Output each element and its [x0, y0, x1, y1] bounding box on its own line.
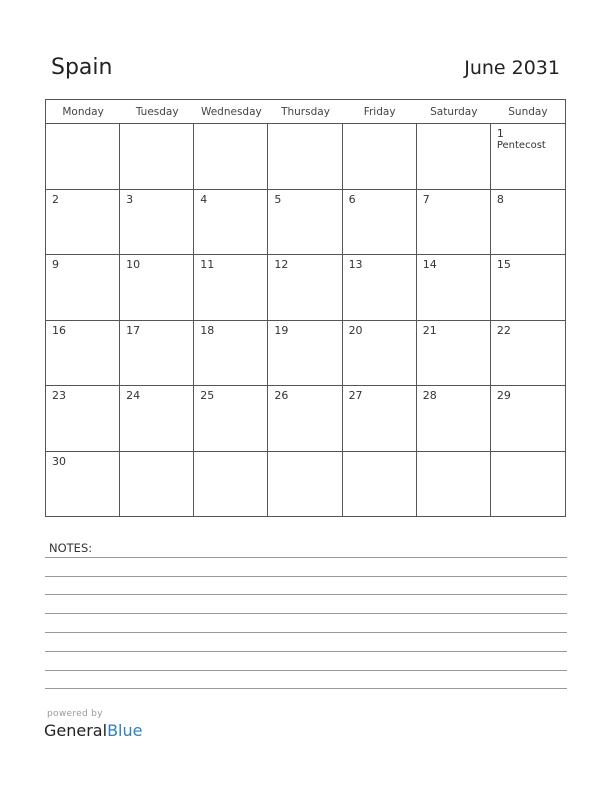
day-number: 19 — [274, 323, 289, 337]
weekday-header-row — [46, 100, 565, 124]
notes-line — [45, 594, 567, 595]
day-cell — [194, 124, 268, 190]
day-number: 7 — [422, 192, 430, 206]
day-number: 23 — [52, 389, 66, 402]
day-cell — [120, 190, 194, 256]
calendar-grid — [45, 99, 566, 517]
day-cell — [491, 386, 565, 452]
day-cell — [417, 452, 491, 518]
day-cell — [194, 321, 268, 387]
day-cell — [46, 386, 120, 452]
day-cell — [46, 255, 120, 321]
day-number: 22 — [496, 323, 511, 337]
day-number: 26 — [274, 389, 289, 402]
day-cell — [194, 255, 268, 321]
day-number: 28 — [422, 389, 437, 402]
weekday-sunday: Sunday — [508, 106, 548, 118]
day-cell — [491, 190, 565, 256]
country-title: Spain — [51, 55, 113, 80]
day-cell — [491, 321, 565, 387]
day-number: 8 — [496, 192, 504, 206]
weekday-monday: Monday — [62, 106, 104, 118]
month-year-title: June 2031 — [464, 57, 560, 79]
generalblue-logo[interactable] — [44, 721, 142, 740]
notes-line — [45, 670, 567, 671]
weekday-tuesday: Tuesday — [135, 106, 179, 118]
day-cell — [46, 190, 120, 256]
day-number: 4 — [200, 192, 208, 206]
day-cell — [194, 386, 268, 452]
day-number: 12 — [274, 258, 289, 271]
day-number: 11 — [200, 258, 215, 271]
day-cell — [120, 124, 194, 190]
day-number: 13 — [348, 258, 363, 271]
day-number: 29 — [496, 389, 511, 402]
day-cell — [491, 452, 565, 518]
day-number: 9 — [52, 258, 59, 271]
day-cell — [120, 386, 194, 452]
weekday-thursday: Thursday — [281, 106, 330, 118]
day-number: 27 — [348, 389, 363, 402]
day-number: 2 — [52, 192, 59, 206]
notes-line — [45, 688, 567, 689]
day-number: 30 — [52, 454, 66, 468]
weekday-friday: Friday — [363, 106, 396, 118]
brand-blue: Blue — [107, 721, 143, 740]
day-number: 14 — [422, 258, 437, 271]
day-number: 15 — [496, 258, 511, 271]
day-number: 3 — [126, 192, 134, 206]
day-number: 18 — [200, 323, 215, 337]
day-cell — [194, 452, 268, 518]
weekday-saturday: Saturday — [430, 106, 478, 118]
day-cell — [120, 255, 194, 321]
day-cell — [120, 452, 194, 518]
day-number: 24 — [126, 389, 141, 402]
day-cell — [268, 321, 342, 387]
day-number: 10 — [126, 258, 141, 271]
day-number: 21 — [422, 323, 437, 337]
day-number: 20 — [348, 323, 363, 337]
day-number: 1 — [496, 127, 504, 140]
holiday-event: Pentecost — [496, 140, 546, 151]
notes-label: NOTES: — [49, 541, 93, 555]
day-number: 16 — [52, 323, 66, 337]
day-cell — [343, 190, 417, 256]
day-cell — [343, 452, 417, 518]
notes-line — [45, 557, 567, 558]
day-cell — [491, 124, 565, 190]
notes-line — [45, 651, 567, 652]
day-cell — [268, 386, 342, 452]
day-cell — [417, 190, 491, 256]
day-cell — [46, 321, 120, 387]
day-cell — [343, 386, 417, 452]
day-grid — [46, 124, 565, 517]
notes-line — [45, 632, 567, 633]
powered-by-text: powered by — [47, 709, 103, 719]
day-number: 17 — [126, 323, 141, 337]
day-cell — [268, 255, 342, 321]
day-cell — [268, 190, 342, 256]
day-cell — [46, 124, 120, 190]
day-cell — [194, 190, 268, 256]
day-cell — [120, 321, 194, 387]
notes-line — [45, 576, 567, 577]
day-cell — [268, 452, 342, 518]
day-cell — [343, 255, 417, 321]
day-cell — [491, 255, 565, 321]
day-cell — [417, 124, 491, 190]
day-cell — [417, 255, 491, 321]
day-cell — [268, 124, 342, 190]
day-number: 5 — [274, 192, 282, 206]
day-cell — [417, 386, 491, 452]
weekday-wednesday: Wednesday — [200, 106, 262, 118]
day-number: 6 — [348, 192, 356, 206]
day-cell — [343, 124, 417, 190]
day-cell — [343, 321, 417, 387]
day-number: 25 — [200, 389, 215, 402]
day-cell — [46, 452, 120, 518]
notes-line — [45, 613, 567, 614]
brand-general: General — [44, 721, 108, 740]
day-cell — [417, 321, 491, 387]
